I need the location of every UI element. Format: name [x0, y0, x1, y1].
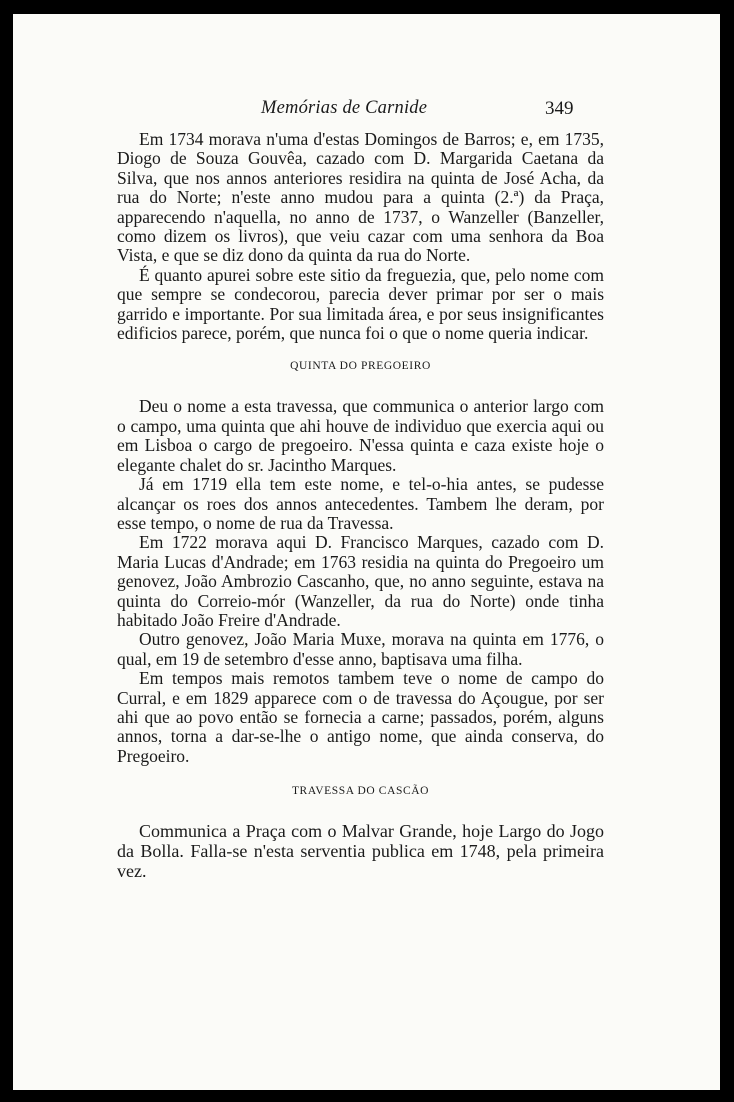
paragraph: Communica a Praça com o Malvar Grande, hoje Largo do Jogo da Bolla. Falla-se n'esta serventia publica em 1748, pela primeira vez. [117, 821, 604, 882]
page-header [13, 98, 720, 122]
section-title-quinta-do-pregoeiro: QUINTA DO PREGOEIRO [290, 360, 431, 373]
paragraph: Já em 1719 ella tem este nome, e tel-o-hia antes, se pudesse alcançar os roes dos annos antecedentes. Tambem lhe deram, por esse tempo, o nome de rua da Travessa. [117, 474, 604, 533]
section-title-travessa-do-cascao: TRAVESSA DO CASCÃO [291, 785, 430, 798]
paragraph: Em tempos mais remotos tambem teve o nome de campo do Curral, e em 1829 apparece com o de travessa do Açougue, por ser ahi que ao povo então se fornecia a carne; passados, porém, alguns annos, torna a dar-se-lhe o antigo nome, que ainda conserva, do Pregoeiro. [117, 668, 604, 766]
paragraph: Outro genovez, João Maria Muxe, morava na quinta em 1776, o qual, em 19 de setembro d'esse anno, baptisava uma filha. [117, 629, 604, 669]
page-body [117, 130, 604, 881]
book-page [13, 14, 720, 1090]
paragraph: Em 1722 morava aqui D. Francisco Marques, cazado com D. Maria Lucas d'Andrade; em 1763 residia na quinta do Pregoeiro um genovez, João Ambrozio Cascanho, que, no anno seguinte, estava na quinta do Correio-mór (Wanzeller, da rua do Norte) onde tinha habitado João Freire d'Andrade. [117, 532, 604, 630]
paragraph: É quanto apurei sobre este sitio da freguezia, que, pelo nome com que sempre se condecorou, parecia dever primar por ser o mais garrido e importante. Por sua limitada área, e por seus insignificantes edificios parece, porém, que nunca foi o que o nome queria indicar. [117, 264, 604, 344]
paragraph: Deu o nome a esta travessa, que communica o anterior largo com o campo, uma quinta que ahi houve de individuo que exercia aqui ou em Lisboa o cargo de pregoeiro. N'essa quinta e caza existe hoje o elegante chalet do sr. Jacintho Marques. [117, 396, 604, 475]
running-title: Memórias de Carnide [261, 98, 428, 118]
paragraph: Em 1734 morava n'uma d'estas Domingos de Barros; e, em 1735, Diogo de Souza Gouvêa, cazado com D. Margarida Caetana da Silva, que nos annos anteriores residira na quinta de José Acha, da rua do Norte; n'este anno mudou para a quinta (2.ª) da Praça, apparecendo n'aquella, no anno de 1737, o Wanzeller (Banzeller, como dizem os livros), que veiu cazar com uma senhora da Boa Vista, e que se diz dono da quinta da rua do Norte. [117, 129, 604, 266]
section-travessa-do-cascao [117, 785, 604, 881]
page-number: 349 [545, 98, 574, 119]
